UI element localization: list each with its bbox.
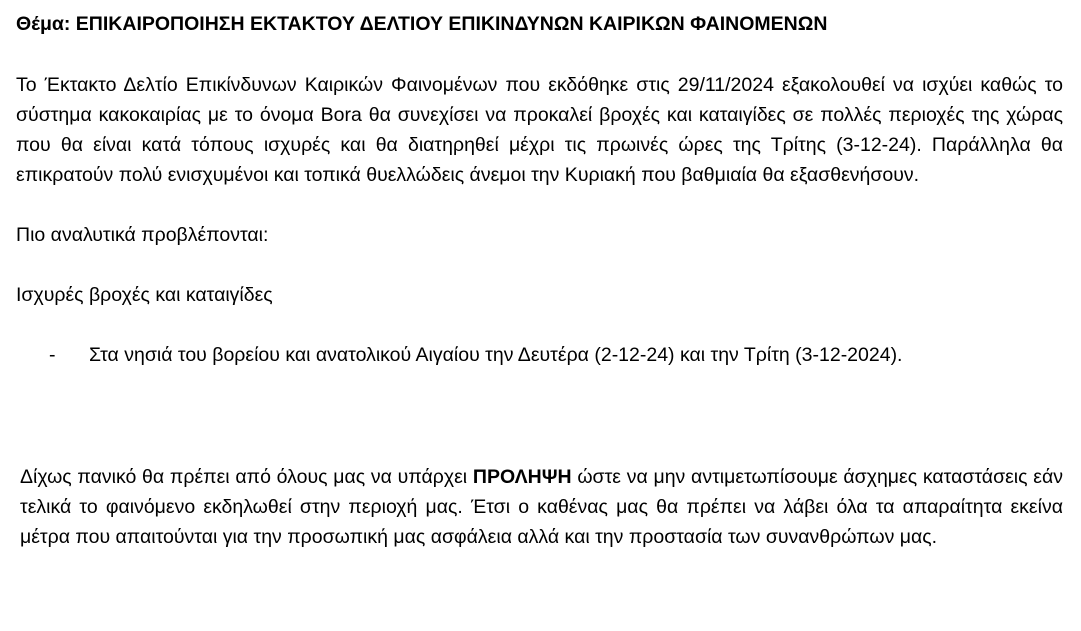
bullet-text: Στα νησιά του βορείου και ανατολικού Αιγαίου την Δευτέρα (2-12-24) και την Τρίτη (3-12-2024).: [89, 344, 903, 366]
prevention-keyword: ΠΡΟΛΗΨΗ: [472, 466, 572, 488]
paragraph-bulletin-status: Το Έκτακτο Δελτίο Επικίνδυνων Καιρικών Φαινομένων που εκδόθηκε στις 29/11/2024 εξακολουθεί να ισχύει καθώς το σύστημα κακοκαιρίας με το όνομα Bora θα συνεχίσει να προκαλεί βροχές και καταιγίδες σε πολλές περιοχές της χώρας που θα είναι κατά τόπους ισχυρές και θα διατηρηθεί μέχρι τις πρωινές ώρες της Τρίτης (3-12-24). Παράλληλα θα επικρατούν πολύ ενισχυμένοι και τοπικά θυελλώδεις άνεμοι την Κυριακή που βαθμιαία θα εξασθενήσουν.: [16, 74, 1063, 186]
list-item: [16, 340, 1063, 370]
section-heading-storms: Ισχυρές βροχές και καταιγίδες: [16, 284, 273, 306]
bullet-marker: -: [49, 344, 56, 366]
paragraph-prevention: [16, 462, 1063, 552]
detail-intro: Πιο αναλυτικά προβλέπονται:: [16, 224, 269, 246]
prevention-text-after: ώστε να μην αντιμετωπίσουμε άσχημες καταστάσεις εάν τελικά το φαινόμενο εκδηλωθεί στην περιοχή μας. Έτσι ο καθένας μας θα πρέπει να λάβει όλα τα απαραίτητα εκείνα μέτρα που απαιτούνται για την προσωπική μας ασφάλεια αλλά και την προστασία των συνανθρώπων μας.: [20, 466, 1063, 548]
subject-heading: Θέμα: ΕΠΙΚΑΙΡΟΠΟΙΗΣΗ ΕΚΤΑΚΤΟΥ ΔΕΛΤΙΟΥ ΕΠΙΚΙΝΔΥΝΩΝ ΚΑΙΡΙΚΩΝ ΦΑΙΝΟΜΕΝΩΝ: [16, 13, 828, 35]
prevention-text-before: Δίχως πανικό θα πρέπει από όλους μας να υπάρχει: [20, 466, 473, 488]
document-body: [16, 10, 1063, 552]
